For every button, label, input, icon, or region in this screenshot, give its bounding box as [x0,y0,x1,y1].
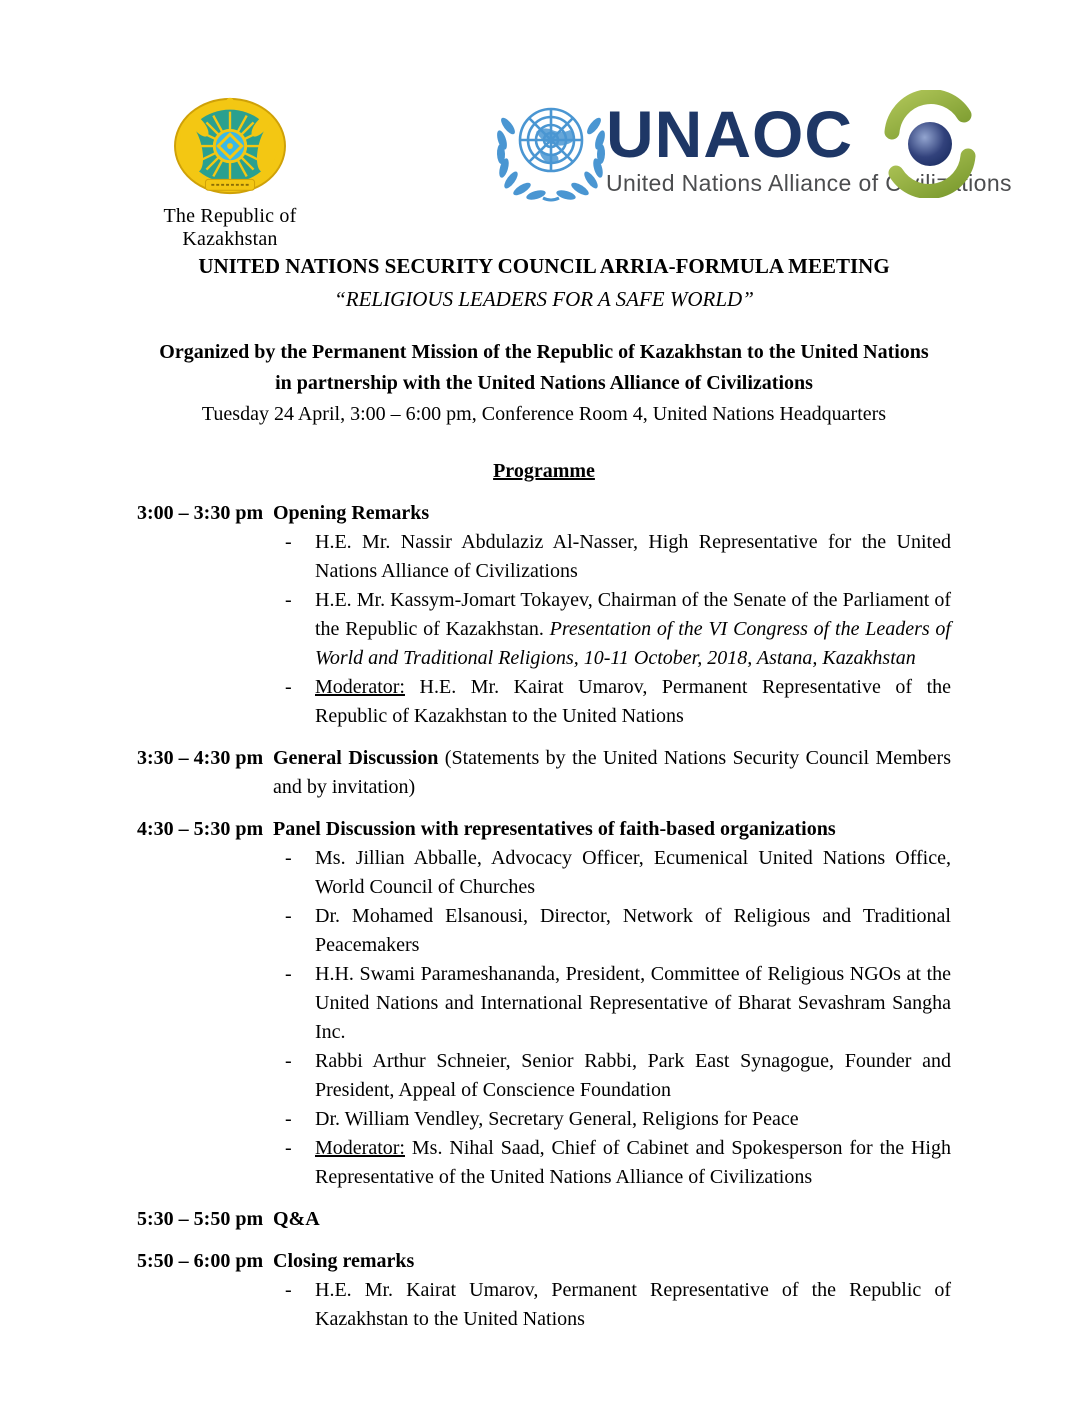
programme-heading: Programme [493,460,595,482]
bullet-text-part: Dr. William Vendley, Secretary General, Religions for Peace [315,1108,799,1130]
kazakhstan-coat-of-arms-icon [166,92,294,202]
bullet-dash: - [285,1050,292,1072]
session-time: 5:30 – 5:50 pm [137,1208,264,1230]
bullet-text [315,902,951,960]
programme-session [137,1247,951,1334]
session-time: 5:50 – 6:00 pm [137,1250,264,1272]
bullet-text-part: Ms. Jillian Abballe, Advocacy Officer, Ecumenical United Nations Office, World Council of Churches [315,847,951,898]
session-content [273,1205,951,1234]
session-time: 4:30 – 5:30 pm [137,818,264,840]
bullet-item [273,1276,951,1334]
session-title-suffix: (Statements by the United Nations Security Council Members and by invitation) [273,747,951,798]
bullet-dash: - [285,905,292,927]
event-datetime-location: Tuesday 24 April, 3:00 – 6:00 pm, Conference Room 4, United Nations Headquarters [201,403,887,425]
session-title-text: Opening Remarks [273,502,430,524]
bullet-underline-part: Moderator: [315,676,405,698]
bullet-text-part: Dr. Mohamed Elsanousi, Director, Network of Religious and Traditional Peacemakers [315,905,951,956]
session-content [273,499,951,731]
programme-session [137,1205,951,1234]
bullet-item [273,673,951,731]
bullet-italic-part: Presentation of the VI Congress of the Leaders of World and Traditional Religions, 10-11 October, 2018, Astana, Kazakhstan [315,618,951,669]
session-title [273,744,951,802]
bullet-text [315,1134,951,1192]
bullet-text [315,673,951,731]
programme-session [137,744,951,802]
bullet-text [315,1276,951,1334]
programme-session [137,499,951,731]
bullet-dash: - [285,1137,292,1159]
document-subtitle: “RELIGIOUS LEADERS FOR A SAFE WORLD” [334,287,754,311]
bullet-dash: - [285,589,292,611]
bullet-item [273,960,951,1047]
session-title-text: Panel Discussion with representatives of faith-based organizations [273,818,836,840]
session-content [273,1247,951,1334]
kazakhstan-logo-block [118,92,342,251]
bullet-text-part: H.E. Mr. Kairat Umarov, Permanent Representative of the Republic of Kazakhstan to the United Nations [315,676,951,727]
bullet-text [315,528,951,586]
unaoc-swirl-icon [876,90,984,203]
bullet-text-part: H.E. Mr. Nassir Abdulaziz Al-Nasser, High Representative for the United Nations Alliance of Civilizations [315,531,951,582]
bullet-text [315,1105,951,1134]
session-title [273,815,951,844]
bullet-dash: - [285,531,292,553]
bullet-list [273,528,951,731]
bullet-item [273,844,951,902]
programme-session [137,815,951,1192]
bullet-underline-part: Moderator: [315,1137,405,1159]
bullet-dash: - [285,676,292,698]
bullet-list [273,844,951,1192]
bullet-text [315,844,951,902]
united-nations-emblem-icon [488,92,614,209]
bullet-text-part: Ms. Nihal Saad, Chief of Cabinet and Spokesperson for the High Representative of the United Nations Alliance of Civilizations [315,1137,951,1188]
session-title-text: General Discussion [273,747,439,769]
bullet-text-part: H.E. Mr. Kairat Umarov, Permanent Representative of the Republic of Kazakhstan to the United Nations [315,1279,951,1330]
session-time: 3:00 – 3:30 pm [137,502,264,524]
bullet-item [273,902,951,960]
session-title-text: Closing remarks [273,1250,415,1272]
bullet-item [273,1047,951,1105]
bullet-text [315,960,951,1047]
programme-sessions [137,499,951,1334]
bullet-dash: - [285,847,292,869]
document-title: UNITED NATIONS SECURITY COUNCIL ARRIA-FORMULA MEETING [198,254,890,278]
bullet-dash: - [285,1108,292,1130]
session-title-text: Q&A [273,1208,320,1230]
bullet-text-part: H.E. Mr. Kassym-Jomart Tokayev, Chairman of the Senate of the Parliament of the Republic of Kazakhstan. [315,589,951,640]
bullet-item [273,586,951,673]
unaoc-acronym: UNAOC [606,97,853,171]
document-body [137,250,951,1334]
organizer-line-1: Organized by the Permanent Mission of the Republic of Kazakhstan to the United Nations [159,341,929,363]
session-title [273,1247,951,1276]
bullet-text [315,1047,951,1105]
bullet-dash: - [285,1279,292,1301]
event-info-block [137,337,951,430]
kazakhstan-caption: The Republic of Kazakhstan [163,205,297,250]
organizer-line-2: in partnership with the United Nations Alliance of Civilizations [275,372,813,394]
unaoc-tagline: United Nations Alliance of Civilizations [606,170,1012,196]
bullet-text-part: Rabbi Arthur Schneier, Senior Rabbi, Park East Synagogue, Founder and President, Appeal of Conscience Foundation [315,1050,951,1101]
bullet-item [273,528,951,586]
session-content [273,815,951,1192]
session-title [273,499,951,528]
bullet-list [273,1276,951,1334]
session-title [273,1205,951,1234]
session-time: 3:30 – 4:30 pm [137,747,264,769]
bullet-item [273,1134,951,1192]
bullet-dash: - [285,963,292,985]
session-content [273,744,951,802]
bullet-text-part: H.H. Swami Parameshananda, President, Committee of Religious NGOs at the United Nations and International Representative of Bharat Sevashram Sangha Inc. [315,963,951,1043]
bullet-text [315,586,951,673]
bullet-item [273,1105,951,1134]
